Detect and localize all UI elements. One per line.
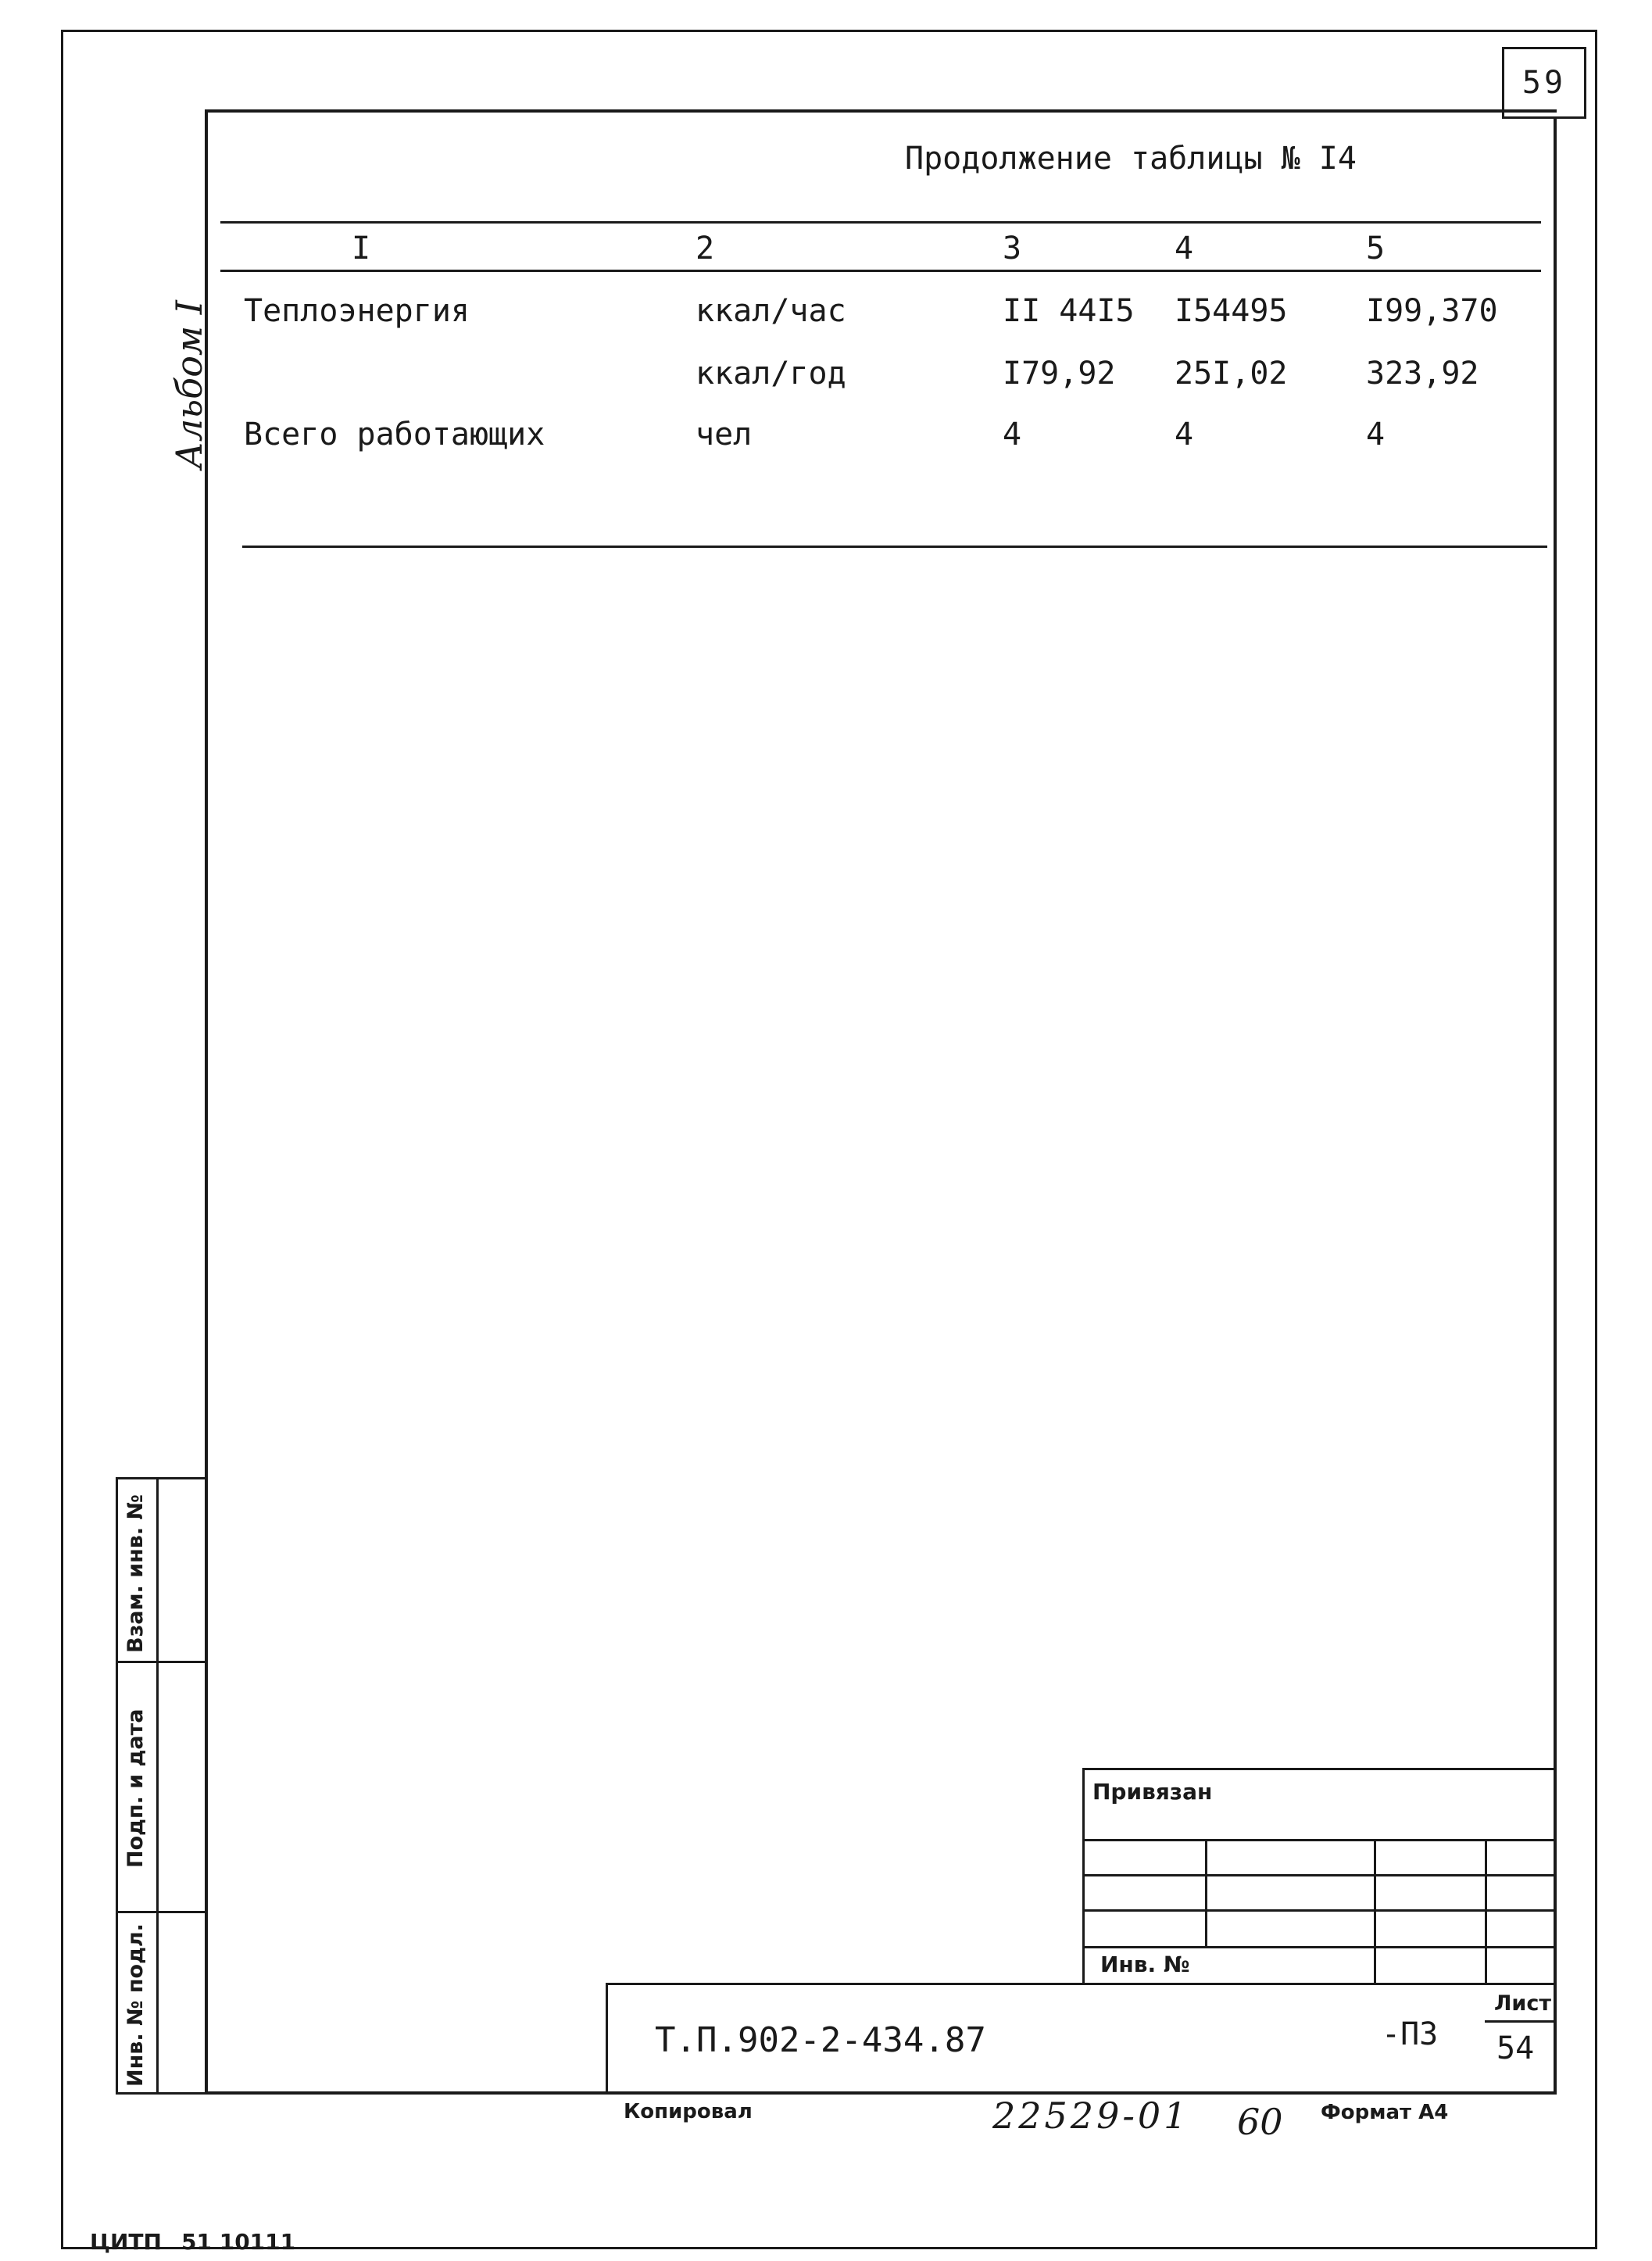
table-caption: Продолжение таблицы № I4 [905, 141, 1357, 177]
inner-frame-bottom [205, 2091, 1557, 2095]
table-row-unit: ккал/час [695, 293, 846, 329]
publisher-code: 51 10111 [181, 2229, 296, 2255]
corner-number: 59 [1521, 65, 1567, 101]
title-main-left [606, 1983, 608, 2095]
doc-code: Т.П.902-2-434.87 [655, 2020, 986, 2060]
inner-frame-right [1554, 119, 1557, 2095]
sheet-label: Лист [1494, 1991, 1551, 2016]
table-header-bottom-rule [220, 270, 1541, 272]
table-row-cell: II 44I5 [1003, 293, 1135, 329]
corner-number-box [1502, 47, 1586, 119]
title-grid-col-3 [1485, 1839, 1487, 1984]
title-grid-col-2 [1374, 1839, 1376, 1984]
title-grid-col-1 [1205, 1839, 1207, 1946]
title-grid-left [1082, 1768, 1085, 1985]
table-row-unit: чел [695, 417, 753, 453]
col-header-5: 5 [1366, 231, 1386, 267]
sheet-label-rule [1485, 2020, 1557, 2023]
table-row-cell: I99,370 [1366, 293, 1498, 329]
kopiroval-label: Копировал [624, 2100, 753, 2123]
table-row-cell: 323,92 [1366, 356, 1479, 392]
sheet-number: 54 [1496, 2030, 1535, 2066]
format-label: Формат А4 [1321, 2101, 1449, 2124]
title-main-top [606, 1983, 1557, 1985]
doc-suffix: -ПЗ [1382, 2016, 1439, 2052]
col-header-4: 4 [1175, 231, 1194, 267]
outer-border-right [1595, 30, 1597, 2249]
table-end-rule [242, 546, 1547, 548]
table-row-cell: 4 [1175, 417, 1194, 453]
order-extra: 60 [1237, 2101, 1283, 2143]
inner-frame-top [205, 109, 1557, 113]
inv-no-label: Инв. № [1100, 1952, 1190, 1977]
table-row-cell: I54495 [1175, 293, 1288, 329]
table-header-top-rule [220, 221, 1541, 224]
table-row-name: Теплоэнергия [244, 293, 470, 329]
table-row-cell: 4 [1003, 417, 1022, 453]
publisher: ЦИТП [90, 2229, 162, 2255]
side-stamp-podp-data: Подп. и дата [123, 1708, 148, 1868]
privyazan-label: Привязан [1092, 1779, 1213, 1805]
col-header-1: I [352, 231, 371, 267]
album-label: Альбом I [168, 300, 210, 469]
table-row-unit: ккал/год [695, 356, 846, 392]
col-header-2: 2 [695, 231, 715, 267]
side-stamp-row-rule-1 [116, 1661, 208, 1663]
side-stamp-vzam-inv: Взам. инв. № [123, 1494, 148, 1653]
side-stamp-inv-podl: Инв. № подл. [123, 1923, 148, 2087]
table-row-name: Всего работающих [244, 417, 545, 453]
outer-border-top [61, 30, 1597, 32]
outer-border-left [61, 30, 63, 2249]
table-row-cell: 25I,02 [1175, 356, 1288, 392]
side-stamp-row-rule-2 [116, 1911, 208, 1913]
col-header-3: 3 [1003, 231, 1022, 267]
side-stamp-divider [156, 1477, 159, 2095]
order-number: 22529-01 [992, 2095, 1190, 2137]
title-grid-top [1082, 1768, 1557, 1770]
table-row-cell: 4 [1366, 417, 1386, 453]
table-row-cell: I79,92 [1003, 356, 1116, 392]
